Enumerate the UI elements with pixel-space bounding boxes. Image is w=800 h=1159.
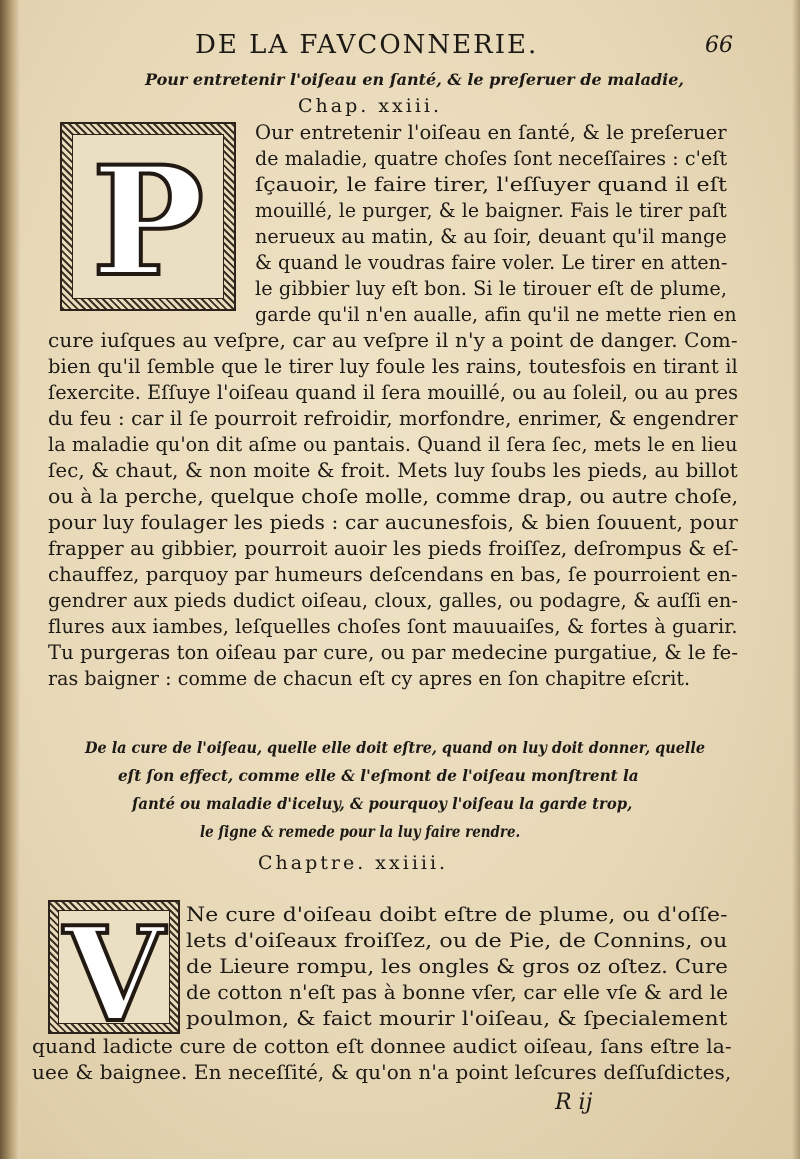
- chapter-23-text-line: ras baigner : comme de chacun eſt cy apres en ſon chapitre eſcrit.: [48, 666, 691, 690]
- chapter-23-text-line: ſec, & chaut, & non moite & froit. Mets luy ſoubs les pieds, au billot: [48, 458, 738, 482]
- decorated-initial-v: [48, 900, 180, 1034]
- chapter-23-text-line: gendrer aux pieds dudict oiſeau, cloux, galles, ou podagre, & auſſi en-: [48, 588, 738, 612]
- signature-mark: R ij: [555, 1090, 593, 1115]
- initial-p-letter: P: [91, 134, 205, 309]
- chapter-23-text-line: nerueux au matin, & au ſoir, deuant qu'il mange: [255, 224, 727, 248]
- chapter-23-text-line: du feu : car il ſe pourroit refroidir, morfondre, enrimer, & engendrer: [48, 406, 738, 430]
- chapter-23-text-line: ſexercite. Eſſuye l'oiſeau quand il ſera mouillé, ou au ſoleil, ou au pres: [48, 380, 739, 404]
- chapter-23-text-line: frapper au gibbier, pourroit auoir les pieds froiſſez, deſrompus & eſ-: [48, 536, 739, 560]
- chapter-24-title-line: eſt ſon effect, comme elle & l'eſmont de l'oiſeau monſtrent la: [118, 766, 639, 785]
- chapter-23-text-line: ou à la perche, quelque choſe molle, comme drap, ou autre choſe,: [48, 484, 739, 508]
- chapter-24-text-line: poulmon, & faict mourir l'oiſeau, & ſpecialement: [186, 1006, 728, 1030]
- chapter-23-title: Pour entretenir l'oiſeau en ſanté, & le preſeruer de maladie,: [145, 70, 684, 89]
- page-outer-edge: [792, 0, 800, 1159]
- chapter-24-title-line: De la cure de l'oiſeau, quelle elle doit eſtre, quand on luy doit donner, quelle: [85, 738, 706, 757]
- chapter-23-text-line: bien qu'il ſemble que le tirer luy foule les rains, toutesfois en tirant il: [48, 354, 738, 378]
- chapter-23-text-line: le gibbier luy eſt bon. Si le tirouer eſt de plume,: [255, 276, 728, 300]
- chapter-23-text-line: mouillé, le purger, & le baigner. Fais le tirer paſt: [255, 198, 727, 222]
- chapter-24-text-line: lets d'oiſeaux froiſſez, ou de Pie, de Connins, ou: [186, 928, 728, 952]
- chapter-23-text-line: Our entretenir l'oiſeau en ſanté, & le preſeruer: [255, 120, 727, 144]
- initial-v-glyph: [50, 902, 178, 1032]
- chapter-23-text-line: ſçauoir, le faire tirer, l'eſſuyer quand il eſt: [255, 172, 728, 196]
- folio-number: 66: [705, 33, 733, 58]
- chapter-24-text-line: de Lieure rompu, les ongles & gros oz oſtez. Cure: [186, 954, 728, 978]
- chapter-23-text-line: garde qu'il n'en aualle, afin qu'il ne mette rien en: [255, 302, 737, 326]
- chapter-23-text-line: Tu purgeras ton oiſeau par cure, ou par medecine purgatiue, & le fe-: [48, 640, 739, 664]
- chapter-23-text-line: cure iuſques au veſpre, car au veſpre il n'y a point de danger. Com-: [48, 328, 738, 352]
- chapter-24-heading: Chaptre. xxiiii.: [258, 852, 449, 874]
- chapter-23-text-line: & quand le voudras faire voler. Le tirer en atten-: [255, 250, 728, 274]
- running-head: DE LA FAVCONNERIE.: [195, 30, 539, 60]
- decorated-initial-p: [60, 122, 236, 311]
- chapter-24-text-line: uee & baignee. En neceſſité, & qu'on n'a point leſcures deſſuſdictes,: [32, 1060, 732, 1084]
- chapter-24-text-line: de cotton n'eſt pas à bonne vſer, car elle vſe & ard le: [186, 980, 729, 1004]
- initial-v-letter: V: [63, 902, 165, 1032]
- chapter-24-title-line: ſanté ou maladie d'iceluy, & pourquoy l'oiſeau la garde trop,: [132, 794, 633, 813]
- chapter-24-text-line: Ne cure d'oiſeau doibt eſtre de plume, ou d'oſſe-: [186, 902, 728, 926]
- chapter-23-heading: Chap. xxiii.: [298, 95, 443, 117]
- chapter-23-text-line: la maladie qu'on dit aſme ou pantais. Quand il ſera ſec, mets le en lieu: [48, 432, 738, 456]
- initial-p-glyph: [62, 124, 234, 309]
- chapter-24-title-line: le ſigne & remede pour la luy faire rendre.: [200, 822, 521, 841]
- page-gutter-edge: [0, 0, 20, 1159]
- chapter-23-text-line: de maladie, quatre choſes ſont neceſſaires : c'eſt: [255, 146, 728, 170]
- chapter-23-text-line: flures aux iambes, leſquelles choſes ſont mauuaiſes, & fortes à guarir.: [48, 614, 738, 638]
- chapter-23-text-line: chauffez, parquoy par humeurs deſcendans en bas, ſe pourroient en-: [48, 562, 738, 586]
- chapter-23-text-line: pour luy foulager les pieds : car aucunesfois, & bien ſouuent, pour: [48, 510, 738, 534]
- chapter-24-text-line: quand ladicte cure de cotton eſt donnee audict oiſeau, ſans eſtre la-: [32, 1034, 732, 1058]
